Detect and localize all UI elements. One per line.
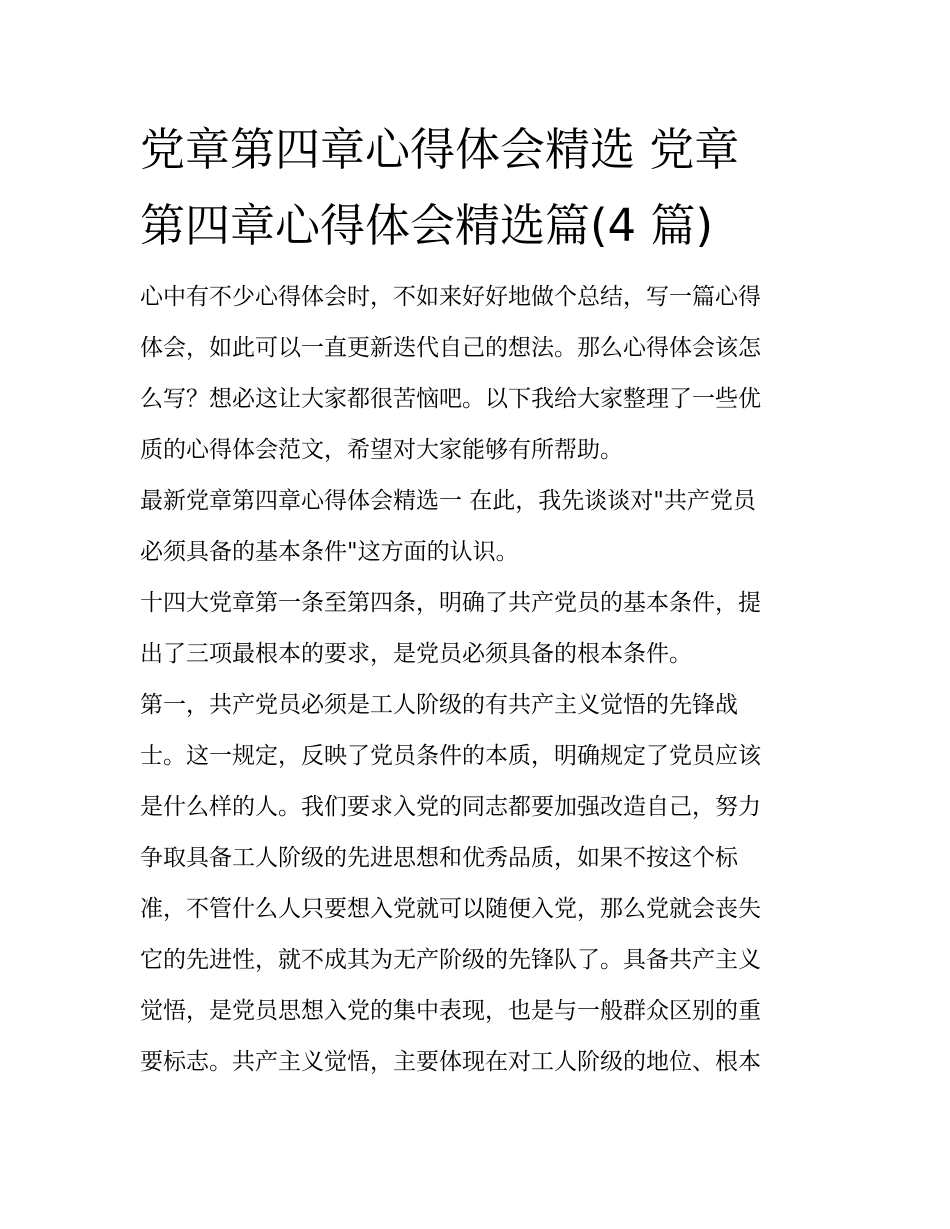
paragraph-line: 最新党章第四章心得体会精选一 在此，我先谈谈对"共产党员 <box>140 488 756 514</box>
title-line-2: 第四章心得体会精选篇(4 篇) <box>140 199 714 252</box>
paragraph-line: 准，不管什么人只要想入党就可以随便入党，那么党就会丧失 <box>140 896 761 922</box>
paragraph-line: 是什么样的人。我们要求入党的同志都要加强改造自己，努力 <box>140 794 761 820</box>
paragraph-line: 出了三项最根本的要求，是党员必须具备的根本条件。 <box>140 641 692 667</box>
document-title <box>140 112 812 264</box>
paragraph-line: 心中有不少心得体会时，不如来好好地做个总结，写一篇心得 <box>140 284 761 310</box>
paragraph-line: 么写？想必这让大家都很苦恼吧。以下我给大家整理了一些优 <box>140 386 761 412</box>
paragraph-line: 要标志。共产主义觉悟，主要体现在对工人阶级的地位、根本 <box>140 1049 761 1075</box>
paragraph-section-one-intro <box>140 476 812 578</box>
document-content <box>140 112 812 1088</box>
paragraph-line: 体会，如此可以一直更新迭代自己的想法。那么心得体会该怎 <box>140 335 761 361</box>
paragraph-first-requirement <box>140 680 812 1088</box>
paragraph-line: 质的心得体会范文，希望对大家能够有所帮助。 <box>140 437 623 463</box>
paragraph-line: 觉悟，是党员思想入党的集中表现，也是与一般群众区别的重 <box>140 998 761 1024</box>
paragraph-articles <box>140 578 812 680</box>
paragraph-intro <box>140 272 812 476</box>
paragraph-line: 争取具备工人阶级的先进思想和优秀品质，如果不按这个标 <box>140 845 738 871</box>
paragraph-line: 必须具备的基本条件"这方面的认识。 <box>140 539 519 565</box>
paragraph-line: 士。这一规定，反映了党员条件的本质，明确规定了党员应该 <box>140 743 761 769</box>
paragraph-line: 十四大党章第一条至第四条，明确了共产党员的基本条件，提 <box>140 590 761 616</box>
paragraph-line: 它的先进性，就不成其为无产阶级的先锋队了。具备共产主义 <box>140 947 761 973</box>
title-line-1: 党章第四章心得体会精选 党章 <box>140 123 740 176</box>
paragraph-line: 第一，共产党员必须是工人阶级的有共产主义觉悟的先锋战 <box>140 692 738 718</box>
